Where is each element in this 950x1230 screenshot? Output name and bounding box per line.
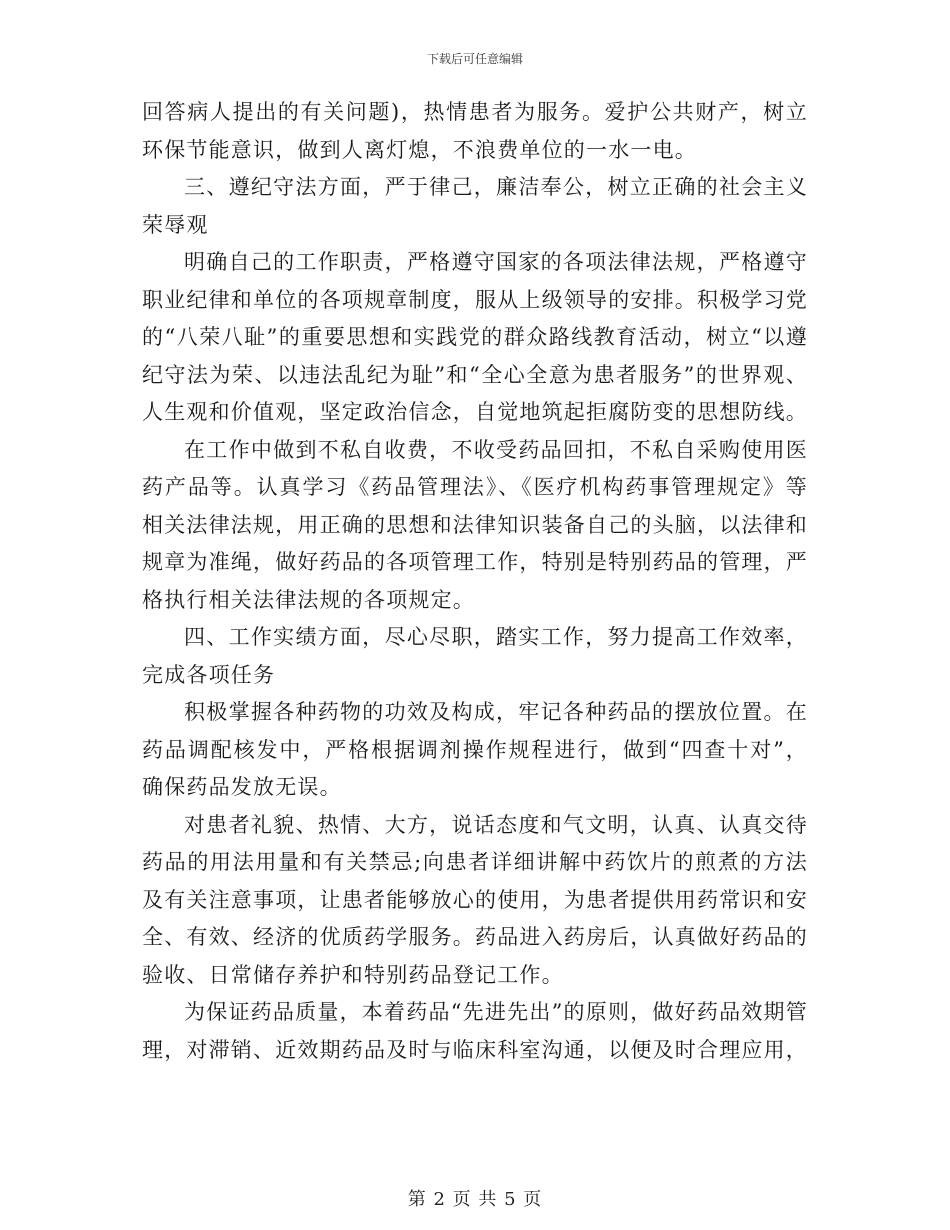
page-number-footer: 第 2 页 共 5 页 [407,1189,543,1210]
document-body [142,94,808,1069]
paragraph-4: 在工作中做到不私自收费，不收受药品回扣，不私自采购使用医药产品等。认真学习《药品管理法》、《医疗机构药事管理规定》等相关法律法规，用正确的思想和法律知识装备自己的头脑，以法律和规章为准绳，做好药品的各项管理工作，特别是特别药品的管理，严格执行相关法律法规的各项规定。 [142,437,808,612]
paragraph-8: 为保证药品质量，本着药品“先进先出”的原则，做好药品效期管理，对滞销、近效期药品及时与临床科室沟通，以便及时合理应用， [142,1000,808,1062]
section-heading-4: 四、工作实绩方面，尽心尽职，踏实工作，努力提高工作效率，完成各项任务 [142,625,808,687]
page-header-note: 下载后可任意编辑 [426,52,523,66]
paragraph-3: 明确自己的工作职责，严格遵守国家的各项法律法规，严格遵守职业纪律和单位的各项规章制度，服从上级领导的安排。积极学习党的“八荣八耻”的重要思想和实践党的群众路线教育活动，树立“以遵纪守法为荣、以违法乱纪为耻”和“全心全意为患者服务”的世界观、人生观和价值观，坚定政治信念，自觉地筑起拒腐防变的思想防线。 [142,250,808,424]
paragraph-7: 对患者礼貌、热情、大方，说话态度和气文明，认真、认真交待药品的用法用量和有关禁忌;向患者详细讲解中药饮片的煎煮的方法及有关注意事项，让患者能够放心的使用，为患者提供用药常识和安全、有效、经济的优质药学服务。药品进入药房后，认真做好药品的验收、日常储存养护和特别药品登记工作。 [142,812,808,987]
paragraph-1: 回答病人提出的有关问题)，热情患者为服务。爱护公共财产，树立环保节能意识，做到人离灯熄，不浪费单位的一水一电。 [142,100,808,162]
section-heading-3: 三、遵纪守法方面，严于律己，廉洁奉公，树立正确的社会主义荣辱观 [142,175,808,237]
paragraph-6: 积极掌握各种药物的功效及构成，牢记各种药品的摆放位置。在药品调配核发中，严格根据调剂操作规程进行，做到“四查十对”，确保药品发放无误。 [142,700,808,799]
